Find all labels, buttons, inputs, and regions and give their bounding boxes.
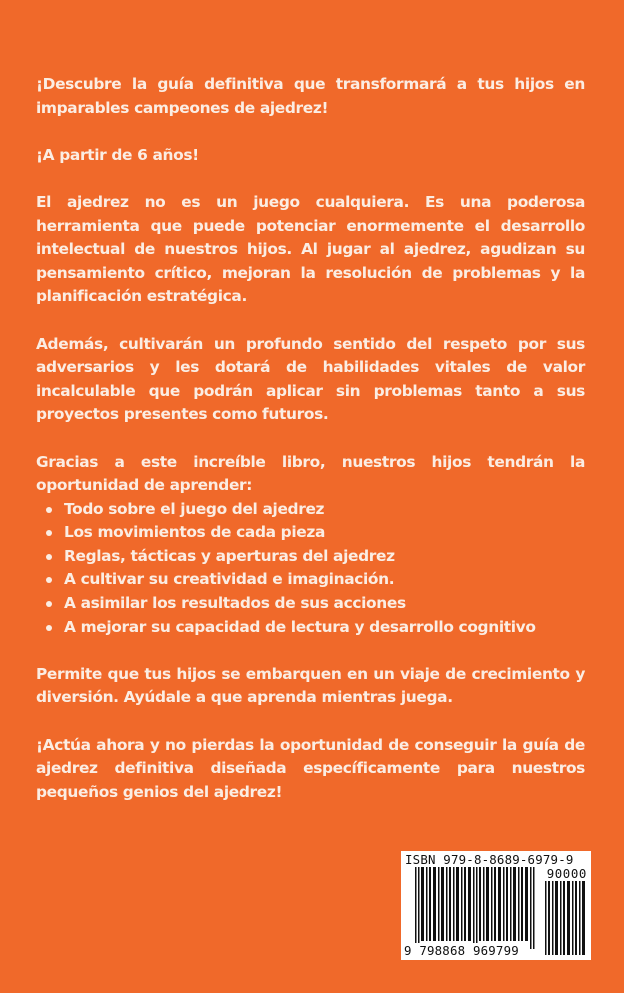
list-item: Todo sobre el juego del ajedrez — [36, 498, 585, 522]
list-item: Reglas, tácticas y aperturas del ajedrez — [36, 545, 585, 569]
addon-barcode-icon — [545, 881, 587, 955]
bullet-icon — [46, 577, 52, 583]
back-cover-text — [36, 73, 585, 828]
isbn-barcode — [401, 851, 591, 960]
learn-intro-paragraph: Gracias a este increíble libro, nuestros hijos tendrán la oportunidad de aprender: — [36, 452, 585, 495]
bullet-icon — [46, 554, 52, 560]
list-item: A asimilar los resultados de sus acciones — [36, 592, 585, 616]
learn-list — [36, 498, 585, 640]
benefits-paragraph: El ajedrez no es un juego cualquiera. Es una poderosa herramienta que puede potenciar enormemente el desarrollo intelectual de nuestros hijos. Al jugar al ajedrez, agudizan su pensamiento crítico, mejoran la resolución de problemas y la planificación estratégica. — [36, 192, 585, 306]
isbn-label: ISBN 979-8-8689-6979-9 — [405, 852, 574, 867]
age-paragraph: ¡A partir de 6 años! — [36, 145, 199, 164]
list-item: Los movimientos de cada pieza — [36, 521, 585, 545]
cta-paragraph: ¡Actúa ahora y no pierdas la oportunidad de conseguir la guía de ajedrez definitiva diseñada específicamente para nuestros pequeños genios del ajedrez! — [36, 735, 585, 801]
bullet-icon — [46, 601, 52, 607]
ean-barcode-icon — [415, 867, 539, 949]
respect-paragraph: Además, cultivarán un profundo sentido del respeto por sus adversarios y les dotará de habilidades vitales de valor incalculable que podrán aplicar sin problemas tanto a sus proyectos presentes como futuros. — [36, 334, 585, 424]
intro-paragraph: ¡Descubre la guía definitiva que transformará a tus hijos en imparables campeones de ajedrez! — [36, 75, 585, 117]
list-item: A cultivar su creatividad e imaginación. — [36, 568, 585, 592]
journey-paragraph: Permite que tus hijos se embarquen en un viaje de crecimiento y diversión. Ayúdale a que aprenda mientras juega. — [36, 664, 585, 707]
list-item: A mejorar su capacidad de lectura y desarrollo cognitivo — [36, 616, 585, 640]
bullet-icon — [46, 530, 52, 536]
ean-digits: 9 798868 969799 — [404, 943, 519, 958]
bullet-icon — [46, 507, 52, 513]
bullet-icon — [46, 625, 52, 631]
price-code: 90000 — [546, 866, 587, 881]
